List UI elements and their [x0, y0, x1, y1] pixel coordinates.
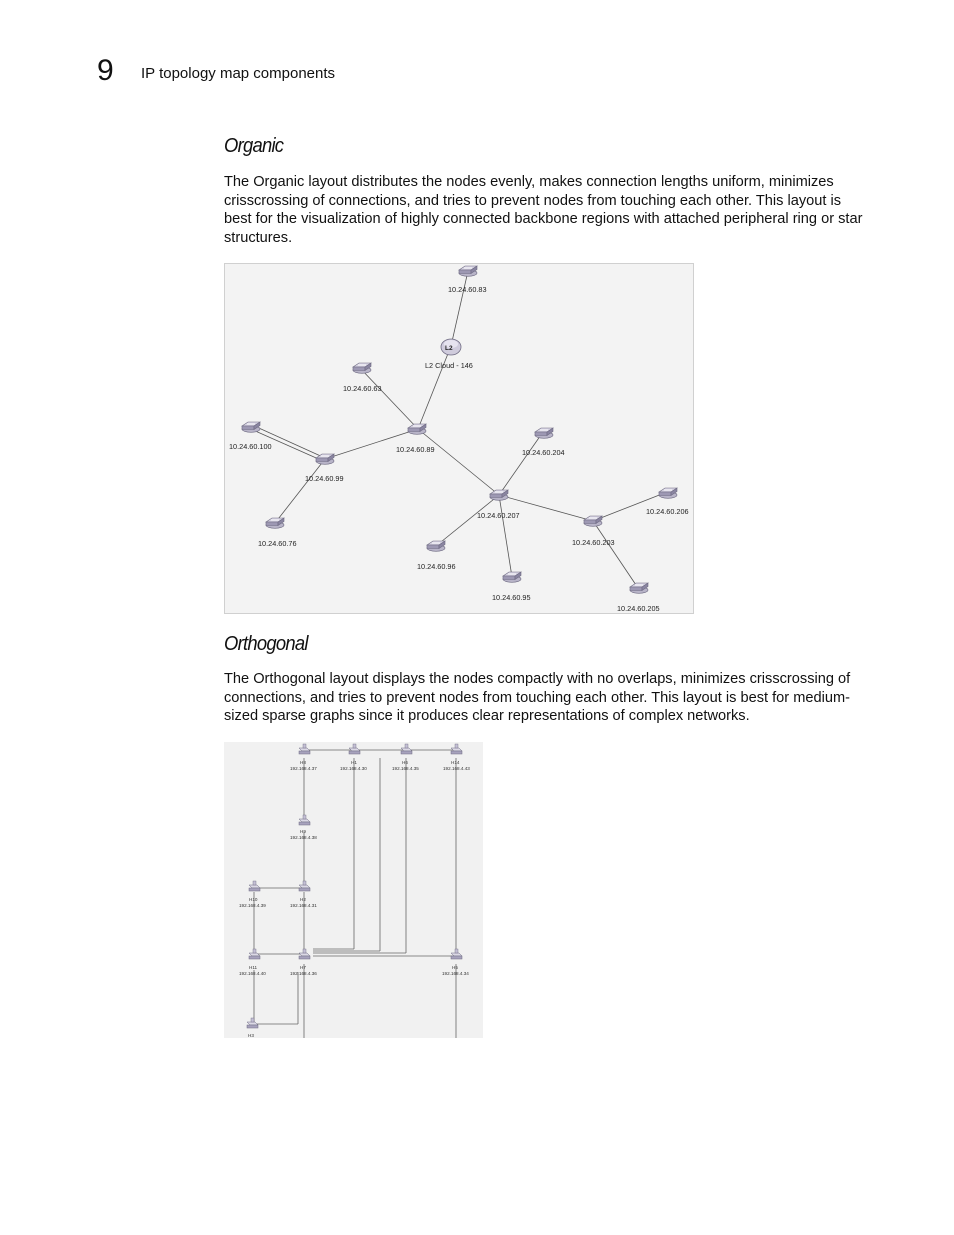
- host-name: H8: [300, 760, 306, 765]
- router-icon[interactable]: [459, 266, 477, 276]
- orthogonal-layout-figure: [224, 742, 483, 1038]
- node-label: 10.24.60.205: [617, 604, 660, 613]
- orthogonal-paragraph: The Orthogonal layout displays the nodes compactly with no overlaps, minimizes crisscrossing of connections, and tries to prevent nodes from touching each other. This layout is best for medium-sized sparse graphs since it produces clear representations of complex networks.: [224, 671, 851, 725]
- organic-layout-graph: [225, 264, 695, 615]
- host-icon[interactable]: [299, 744, 310, 754]
- orthogonal-edges: [254, 750, 456, 1038]
- router-icon[interactable]: [584, 516, 602, 526]
- node-label: 10.24.60.96: [417, 562, 456, 571]
- host-ip: 192.168.4.43: [443, 766, 470, 771]
- router-icon[interactable]: [503, 572, 521, 582]
- host-icon[interactable]: [299, 881, 310, 891]
- node-label: 10.24.60.203: [572, 538, 615, 547]
- node-label: 10.24.60.100: [229, 442, 272, 451]
- node-label: 10.24.60.76: [258, 539, 297, 548]
- organic-layout-figure: [224, 263, 694, 614]
- host-icon[interactable]: [247, 1018, 258, 1028]
- orthogonal-layout-graph: [224, 742, 483, 1038]
- host-icon[interactable]: [451, 744, 462, 754]
- router-icon[interactable]: [353, 363, 371, 373]
- host-name: H6: [402, 760, 408, 765]
- host-name: H7: [300, 965, 306, 970]
- router-icon[interactable]: [427, 541, 445, 551]
- host-ip: 192.168.4.40: [239, 971, 266, 976]
- router-icon[interactable]: [659, 488, 677, 498]
- host-ip: 192.168.4.39: [239, 903, 266, 908]
- orthogonal-heading: Orthogonal: [224, 633, 308, 655]
- host-ip: 192.168.4.35: [392, 766, 419, 771]
- router-icon[interactable]: [408, 424, 426, 434]
- host-icon[interactable]: [451, 949, 462, 959]
- node-label: 10.24.60.207: [477, 511, 520, 520]
- node-label: 10.24.60.206: [646, 507, 689, 516]
- host-name: H3: [248, 1033, 254, 1038]
- host-ip: 192.168.4.37: [290, 766, 317, 771]
- host-name: H11: [249, 965, 258, 970]
- router-icon[interactable]: [630, 583, 648, 593]
- router-icon[interactable]: [266, 518, 284, 528]
- host-name: H9: [300, 829, 306, 834]
- host-icon[interactable]: [401, 744, 412, 754]
- host-ip: 192.168.4.36: [290, 971, 317, 976]
- router-icon[interactable]: [490, 490, 508, 500]
- host-icon[interactable]: [249, 881, 260, 891]
- host-name: H1: [351, 760, 357, 765]
- node-label: 10.24.60.95: [492, 593, 531, 602]
- l2-cloud-icon[interactable]: [441, 339, 461, 355]
- host-name: H5: [452, 965, 458, 970]
- node-label: 10.24.60.63: [343, 384, 382, 393]
- node-label: 10.24.60.204: [522, 448, 565, 457]
- host-icon[interactable]: [349, 744, 360, 754]
- organic-heading: Organic: [224, 135, 284, 157]
- host-name: H2: [300, 897, 306, 902]
- l2-cloud-text: L2: [445, 345, 453, 352]
- host-ip: 192.168.4.30: [340, 766, 367, 771]
- chapter-number: 9: [97, 54, 114, 87]
- host-ip: 192.168.4.31: [290, 903, 317, 908]
- chapter-title: IP topology map components: [141, 65, 336, 82]
- router-icon[interactable]: [535, 428, 553, 438]
- host-ip: 192.168.4.38: [290, 835, 317, 840]
- host-name: H14: [451, 760, 460, 765]
- node-label: 10.24.60.89: [396, 445, 435, 454]
- host-icon[interactable]: [249, 949, 260, 959]
- host-ip: 192.168.4.34: [442, 971, 469, 976]
- organic-paragraph: The Organic layout distributes the nodes evenly, makes connection lengths uniform, minimizes crisscrossing of connections, and tries to prevent nodes from touching each other. This layout is best for the visualization of highly connected backbone regions with attached peripheral ring or star structures.: [224, 174, 863, 246]
- host-icon[interactable]: [299, 949, 310, 959]
- host-name: H10: [249, 897, 258, 902]
- router-icon[interactable]: [242, 422, 260, 432]
- node-label: 10.24.60.83: [448, 285, 487, 294]
- node-label: L2 Cloud - 146: [425, 361, 473, 370]
- host-icon[interactable]: [299, 815, 310, 825]
- node-label: 10.24.60.99: [305, 474, 344, 483]
